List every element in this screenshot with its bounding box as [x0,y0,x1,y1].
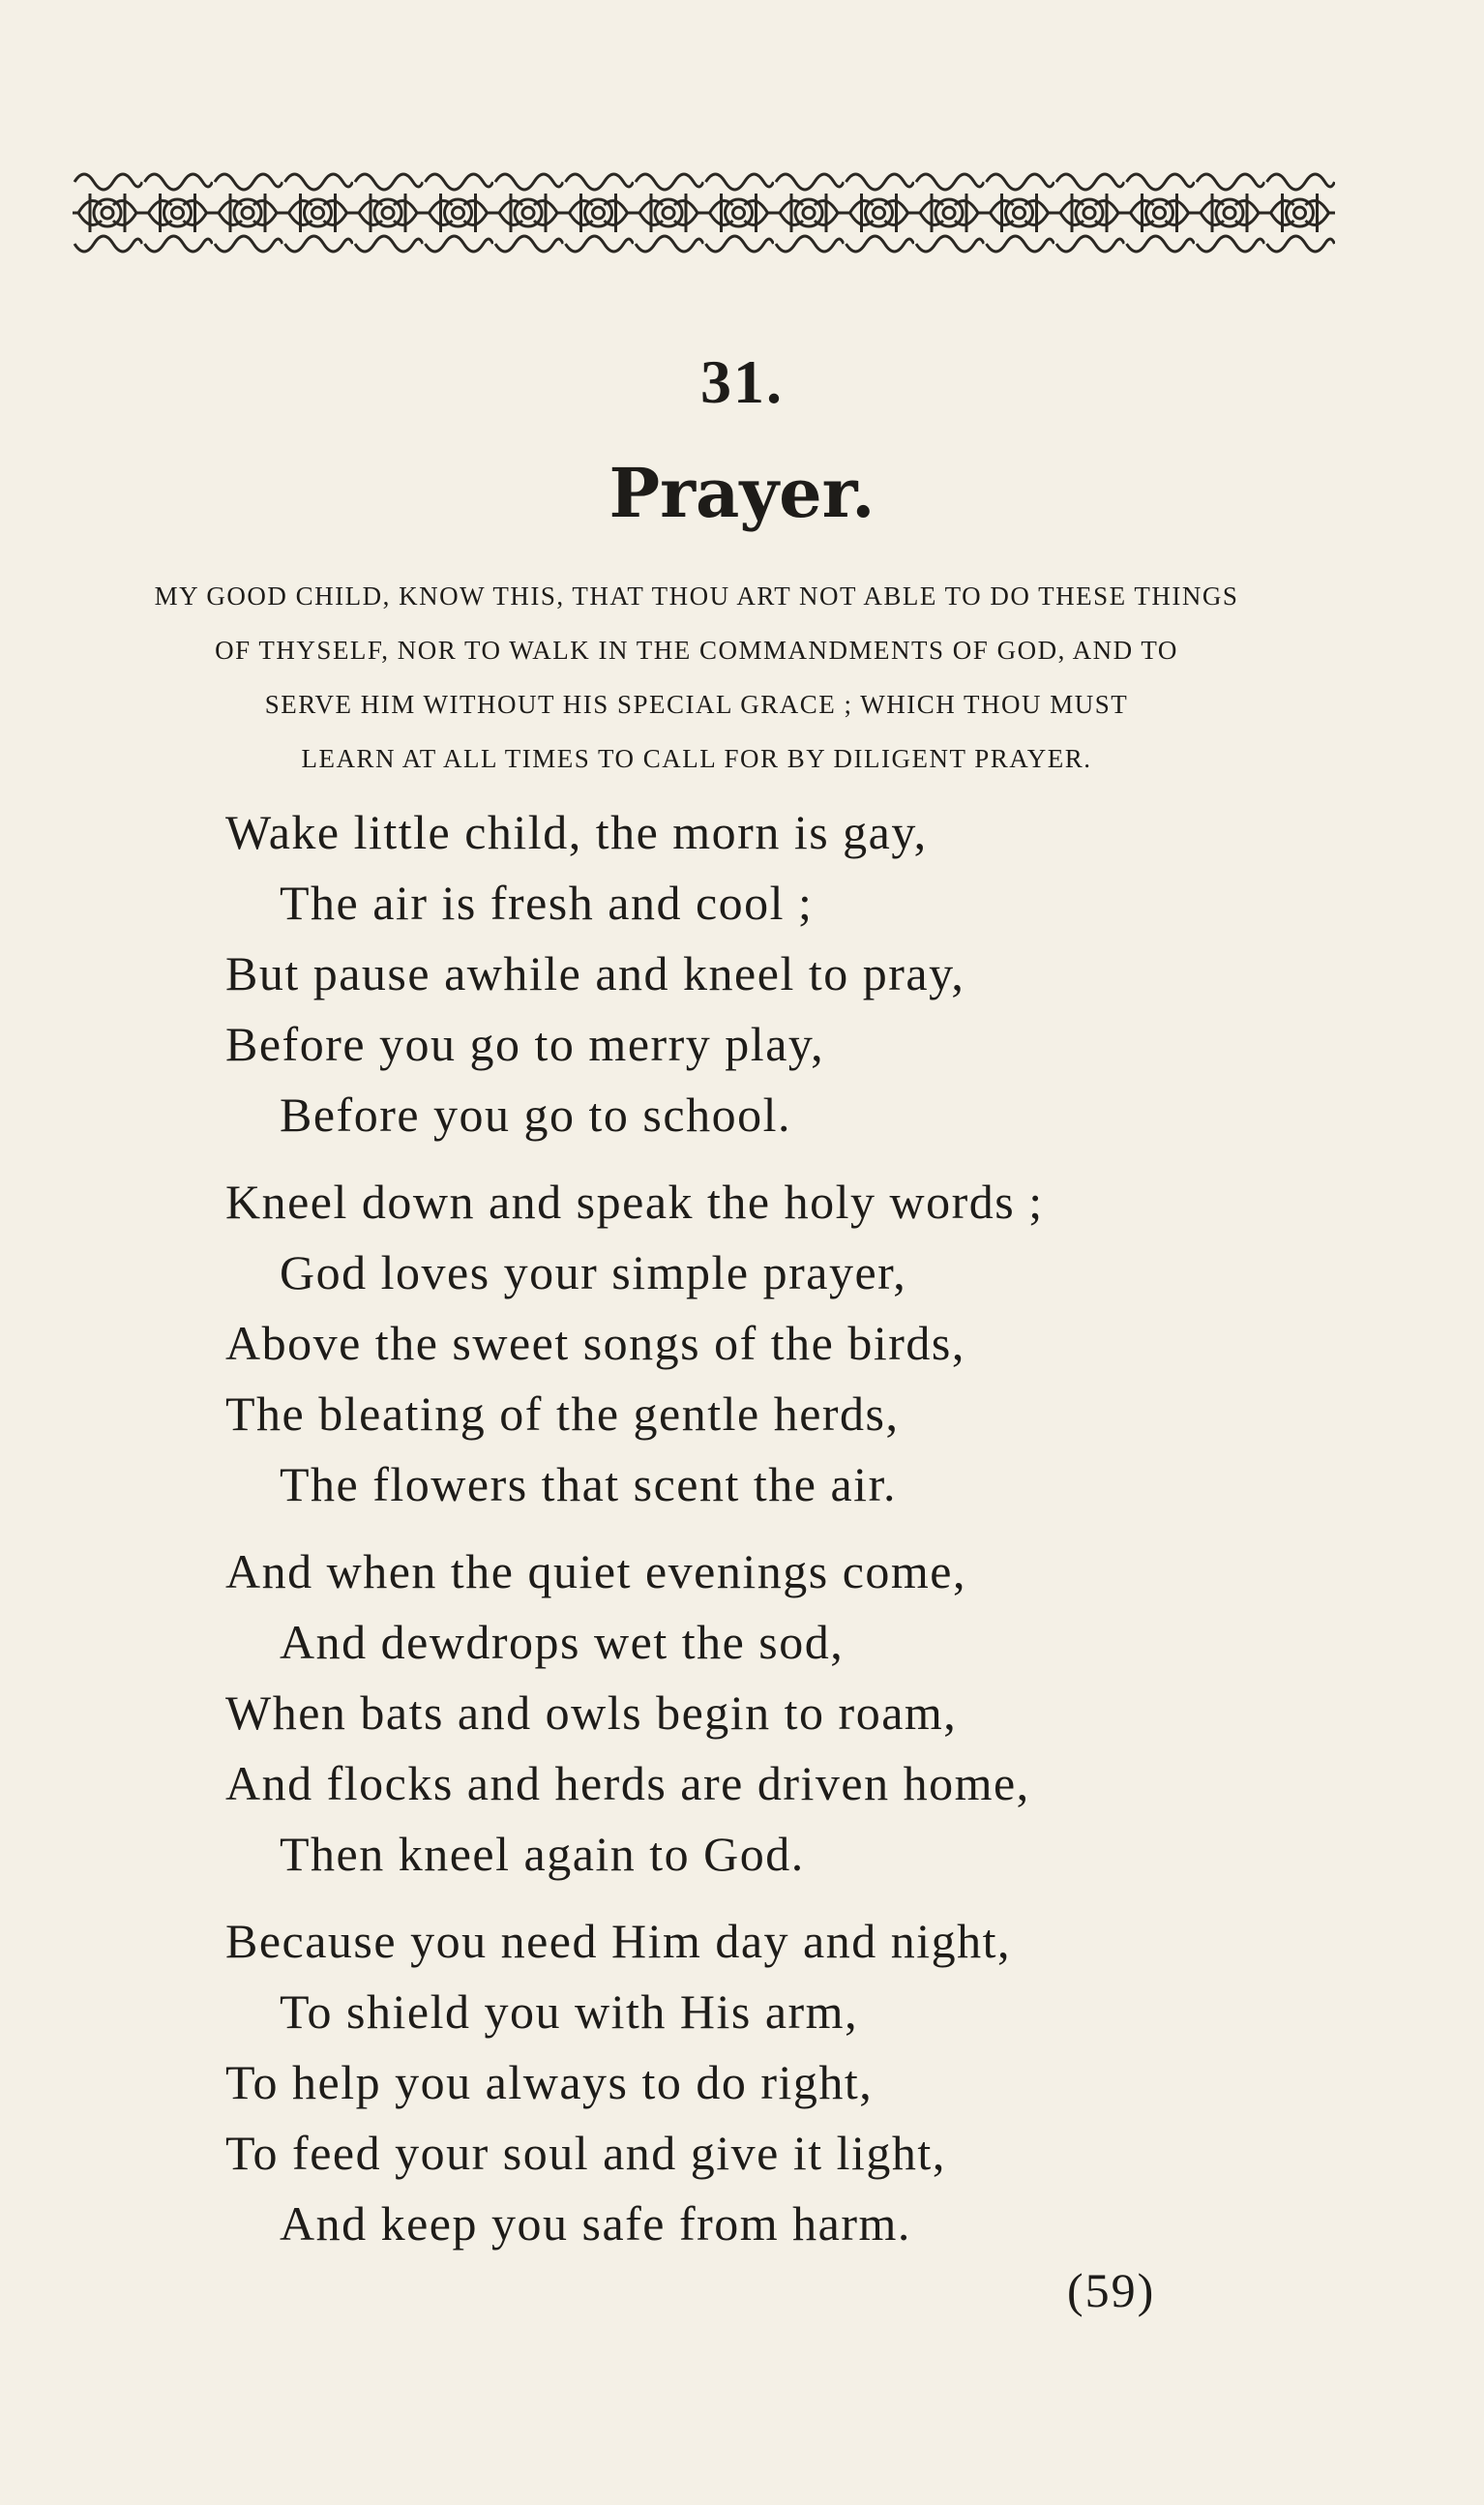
stanza-4 [225,1906,1044,2259]
poem-body [225,797,1044,2259]
intro-line: LEARN AT ALL TIMES TO CALL FOR BY DILIGENT PRAYER. [301,744,1092,773]
verse-line: Wake little child, the morn is gay, [225,805,928,859]
verse-line: When bats and owls begin to roam, [225,1685,958,1740]
poem-title: Prayer. [608,453,876,533]
verse-line: Before you go to merry play, [225,1017,825,1071]
verse-line: God loves your simple prayer, [280,1245,907,1299]
verse-line: And dewdrops wet the sod, [280,1615,845,1669]
intro-line: OF THYSELF, NOR TO WALK IN THE COMMANDMENTS OF GOD, AND TO [215,636,1178,665]
verse-line: And keep you safe from harm. [280,2196,911,2251]
section-number: 31. [700,347,784,416]
verse-line: The flowers that scent the air. [280,1457,897,1511]
verse-line: But pause awhile and kneel to pray, [225,946,965,1000]
verse-line: Before you go to school. [280,1088,791,1142]
page-number: (59) [1067,2263,1156,2317]
verse-line: To shield you with His arm, [280,1984,859,2039]
verse-line: The air is fresh and cool ; [280,876,814,930]
verse-line: The bleating of the gentle herds, [225,1387,900,1441]
decorative-ornament-band [73,164,1335,261]
verse-line: Then kneel again to God. [280,1827,805,1881]
verse-line: And when the quiet evenings come, [225,1544,966,1598]
stanza-2 [225,1167,1044,1520]
verse-line: To feed your soul and give it light, [225,2126,946,2180]
stanza-1 [225,797,1044,1150]
intro-paragraph [48,569,1345,786]
verse-line: And flocks and herds are driven home, [225,1756,1030,1810]
verse-line: Above the sweet songs of the birds, [225,1316,965,1370]
intro-line: MY GOOD CHILD, KNOW THIS, THAT THOU ART NOT ABLE TO DO THESE THINGS [154,582,1239,611]
verse-line: Because you need Him day and night, [225,1914,1012,1968]
verse-line: To help you always to do right, [225,2055,874,2109]
verse-line: Kneel down and speak the holy words ; [225,1175,1044,1229]
stanza-3 [225,1536,1044,1890]
intro-line: SERVE HIM WITHOUT HIS SPECIAL GRACE ; WHICH THOU MUST [264,690,1129,719]
